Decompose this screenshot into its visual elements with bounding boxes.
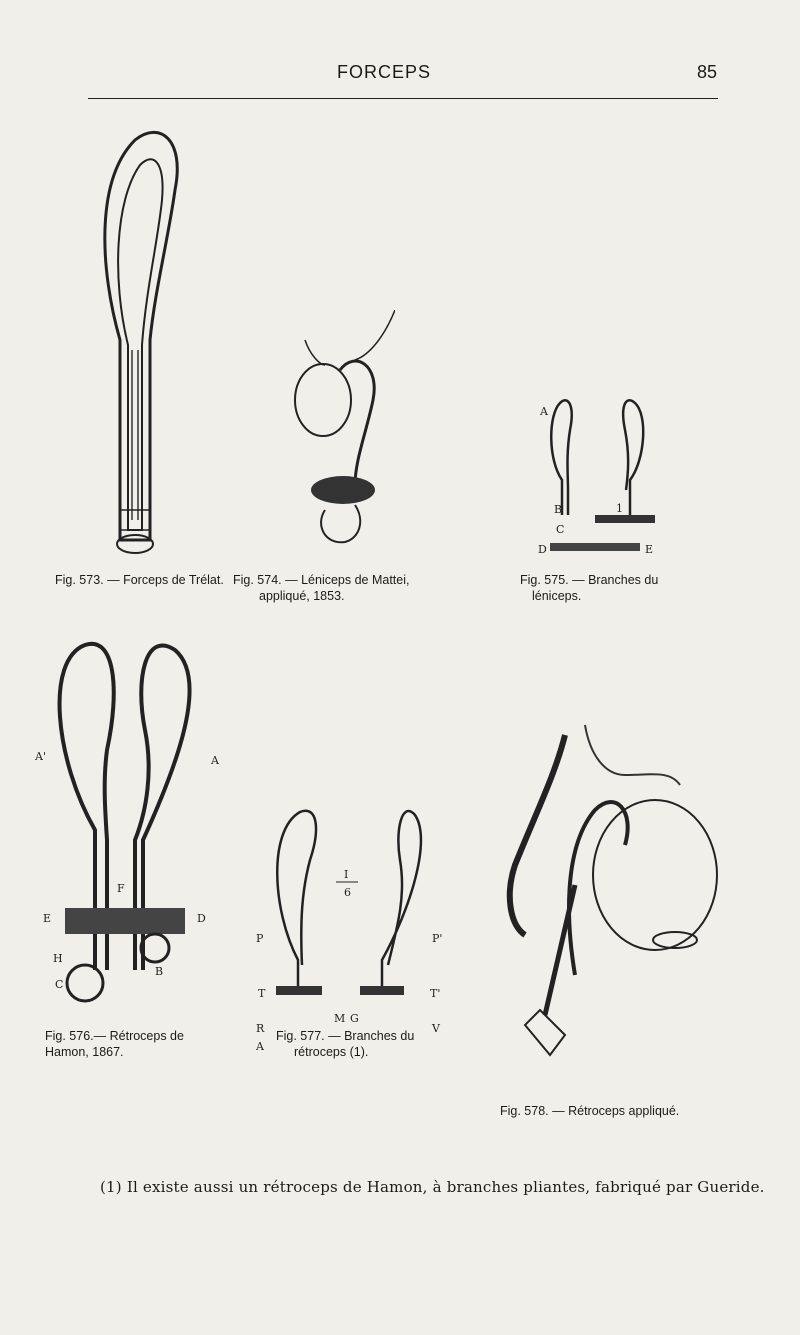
figure-578-caption: Fig. 578. — Rétroceps appliqué.: [500, 1104, 680, 1118]
figure-577-caption-line1: Fig. 577. — Branches du: [276, 1029, 415, 1043]
label-m: M: [334, 1012, 346, 1025]
label-d: D: [538, 543, 547, 556]
retroceps-branches-illustration: [250, 800, 450, 1010]
figure-573: [55, 120, 224, 587]
page-header: [0, 62, 800, 92]
label-p: P: [256, 932, 264, 945]
footnote: (1) Il existe aussi un rétroceps de Hamon, à branches pliantes, fabriqué par Gueride.: [100, 1178, 765, 1196]
figure-574-caption-line2: appliqué, 1853.: [259, 589, 345, 603]
label-h: H: [53, 952, 63, 965]
figure-577-caption-line2: rétroceps (1).: [294, 1045, 369, 1059]
figure-576-caption-line2: Hamon, 1867.: [45, 1045, 124, 1059]
label-t-prime: T': [430, 987, 441, 1000]
label-p-prime: P': [432, 932, 443, 945]
figure-574-caption: [233, 572, 453, 604]
label-a-prime: A': [35, 750, 46, 763]
figure-577-lower-labels: [250, 1010, 450, 1060]
label-e: E: [43, 912, 52, 925]
label-b: B: [554, 503, 563, 516]
label-g: G: [350, 1012, 359, 1025]
label-c: C: [55, 978, 64, 991]
figure-576-caption-line1: Fig. 576.— Rétroceps de: [45, 1029, 184, 1043]
label-b: B: [155, 965, 164, 978]
page-number: 85: [697, 62, 718, 82]
running-title: FORCEPS: [337, 62, 432, 82]
label-d: D: [197, 912, 206, 925]
label-f: F: [117, 882, 125, 895]
figure-576-caption: [45, 1028, 245, 1060]
figure-576: [35, 640, 235, 1059]
label-e: E: [645, 543, 654, 556]
leniceps-applied-illustration: [285, 310, 395, 560]
label-r: R: [256, 1022, 265, 1035]
figure-575-caption: [520, 572, 710, 604]
label-c: C: [556, 523, 565, 536]
label-a: A: [256, 1040, 264, 1053]
label-a: A: [211, 754, 219, 767]
figure-578: [495, 715, 730, 1118]
figure-573-caption: Fig. 573. — Forceps de Trélat.: [55, 573, 224, 587]
label-i: I: [344, 868, 349, 881]
header-rule: [88, 98, 718, 99]
figure-577: [250, 800, 450, 1059]
retroceps-lower-labels: [250, 1010, 450, 1060]
figure-575-caption-line1: Fig. 575. — Branches du: [520, 573, 659, 587]
label-1: 1: [616, 502, 623, 515]
retroceps-hamon-illustration: [35, 640, 235, 1010]
figure-574-caption-line1: Fig. 574. — Léniceps de Mattei,: [233, 573, 410, 587]
retroceps-applied-illustration: [495, 715, 730, 1070]
leniceps-branches-illustration: [520, 395, 700, 560]
figure-575-caption-line2: léniceps.: [532, 589, 582, 603]
figure-575: [520, 395, 700, 603]
label-a: A: [540, 405, 548, 418]
forceps-trelat-illustration: [80, 120, 220, 560]
label-v: V: [432, 1022, 440, 1035]
figure-574: [233, 310, 410, 603]
label-6: 6: [344, 886, 351, 899]
label-t: T: [258, 987, 266, 1000]
